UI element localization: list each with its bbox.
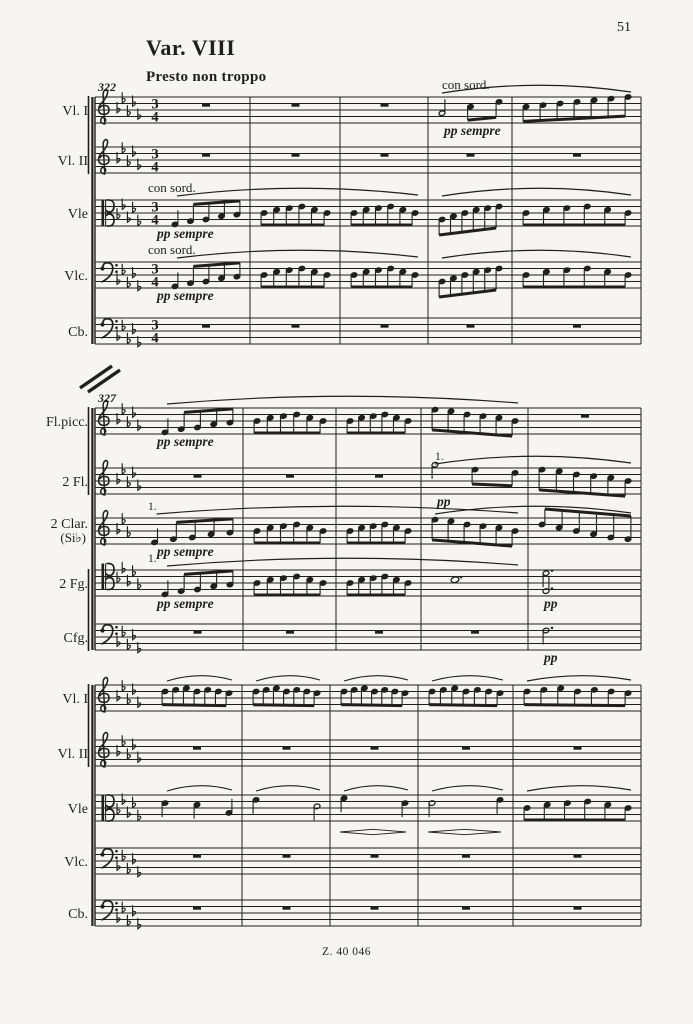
instrument-label: Vle xyxy=(67,802,88,817)
key-signature-flat xyxy=(133,630,136,640)
slur xyxy=(435,456,631,464)
beam xyxy=(162,705,226,706)
key-signature-flat xyxy=(138,281,141,291)
beam xyxy=(184,409,233,413)
dynamic-marking: pp sempre xyxy=(157,288,214,303)
treble-clef xyxy=(99,510,109,545)
treble-clef xyxy=(99,460,109,495)
time-signature: 3 xyxy=(151,199,159,216)
plate-number: Z. 40 046 xyxy=(322,946,371,958)
instrument-label: Cb. xyxy=(68,325,88,340)
key-signature-flat xyxy=(117,860,120,870)
augmentation-dot xyxy=(551,627,554,630)
dynamic-marking: pp sempre xyxy=(157,544,214,559)
key-signature-flat xyxy=(133,407,136,417)
key-signature-flat xyxy=(127,277,130,287)
key-signature-flat xyxy=(127,863,130,873)
slur xyxy=(177,188,418,196)
key-signature-flat xyxy=(138,337,141,347)
technique-marking: con sord. xyxy=(148,242,196,257)
slur xyxy=(256,676,320,681)
bass-clef xyxy=(115,326,118,329)
instrument-label: Vlc. xyxy=(64,855,88,870)
beam xyxy=(176,519,233,523)
key-signature-flat xyxy=(122,563,125,573)
key-signature-flat xyxy=(122,93,125,103)
key-signature-flat xyxy=(138,579,141,589)
whole-measure-rest xyxy=(574,907,582,910)
bass-clef xyxy=(115,270,118,273)
key-signature-flat xyxy=(117,524,120,534)
beam xyxy=(193,263,240,267)
slur xyxy=(167,786,232,791)
variation-title: Var. VIII xyxy=(146,35,236,60)
key-signature-flat xyxy=(138,643,141,653)
key-signature-flat xyxy=(127,417,130,427)
key-signature-flat xyxy=(133,324,136,334)
whole-measure-rest xyxy=(194,475,202,478)
key-signature-flat xyxy=(122,514,125,524)
bass-clef xyxy=(102,263,113,282)
instrument-label: 2 Fg. xyxy=(59,577,88,592)
hairpin xyxy=(428,829,501,834)
whole-measure-rest xyxy=(193,747,201,750)
key-signature-flat xyxy=(117,691,120,701)
whole-measure-rest xyxy=(574,855,582,858)
bass-clef xyxy=(115,632,118,635)
treble-clef xyxy=(99,400,109,435)
whole-measure-rest xyxy=(375,631,383,634)
key-signature-flat xyxy=(138,215,141,225)
bass-clef xyxy=(102,319,113,338)
slur xyxy=(167,558,518,566)
beam xyxy=(524,705,625,706)
augmentation-dot xyxy=(551,569,554,572)
instrument-label: Cb. xyxy=(68,907,88,922)
time-signature: 4 xyxy=(151,212,159,229)
beam xyxy=(439,228,496,235)
whole-measure-rest xyxy=(194,631,202,634)
augmentation-dot xyxy=(460,576,463,579)
time-signature: 4 xyxy=(151,109,159,126)
key-signature-flat xyxy=(133,268,136,278)
key-signature-flat xyxy=(117,912,120,922)
whole-measure-rest xyxy=(462,855,470,858)
measure-number: 322 xyxy=(98,80,116,94)
key-signature-flat xyxy=(122,794,125,804)
bass-clef xyxy=(102,849,113,868)
whole-measure-rest xyxy=(202,154,210,157)
key-signature-flat xyxy=(122,626,125,636)
whole-measure-rest xyxy=(286,631,294,634)
key-signature-flat xyxy=(133,684,136,694)
slur xyxy=(432,786,503,791)
key-signature-flat xyxy=(117,274,120,284)
key-signature-flat xyxy=(133,146,136,156)
key-signature-flat xyxy=(117,153,120,163)
bass-clef xyxy=(102,901,113,920)
key-signature-flat xyxy=(127,749,130,759)
beam xyxy=(432,430,512,436)
bass-clef xyxy=(115,850,118,853)
beam xyxy=(341,705,402,706)
instrument-label: Vle xyxy=(67,207,88,222)
key-signature-flat xyxy=(138,752,141,762)
key-signature-flat xyxy=(127,106,130,116)
slur xyxy=(527,786,631,791)
whole-measure-rest xyxy=(467,325,475,328)
bass-clef xyxy=(115,902,118,905)
key-signature-flat xyxy=(122,320,125,330)
whole-measure-rest xyxy=(574,747,582,750)
key-signature-flat xyxy=(127,915,130,925)
slur xyxy=(432,676,503,681)
whole-measure-rest xyxy=(292,104,300,107)
slur xyxy=(442,188,631,196)
key-signature-flat xyxy=(122,464,125,474)
whole-measure-rest xyxy=(283,855,291,858)
key-signature-flat xyxy=(117,746,120,756)
key-signature-flat xyxy=(122,143,125,153)
treble-clef xyxy=(99,89,109,124)
whole-measure-rest xyxy=(371,855,379,858)
whole-measure-rest xyxy=(573,154,581,157)
whole-measure-rest xyxy=(375,475,383,478)
bass-clef xyxy=(115,908,118,911)
key-signature-flat xyxy=(138,867,141,877)
beam xyxy=(472,484,512,486)
key-signature-flat xyxy=(122,264,125,274)
slur xyxy=(167,396,518,404)
key-signature-flat xyxy=(133,202,136,212)
key-signature-flat xyxy=(127,807,130,817)
instrument-label: Fl.picc. xyxy=(46,415,88,430)
instrument-label: 2 Clar. xyxy=(50,517,88,532)
page-number: 51 xyxy=(617,20,631,35)
whole-measure-rest xyxy=(381,104,389,107)
key-signature-flat xyxy=(133,467,136,477)
whole-measure-rest xyxy=(462,907,470,910)
dynamic-marking: pp sempre xyxy=(157,226,214,241)
dynamic-marking: pp xyxy=(544,650,558,665)
time-signature: 4 xyxy=(151,274,159,291)
slur xyxy=(167,676,232,681)
key-signature-flat xyxy=(133,854,136,864)
augmentation-dot xyxy=(551,587,554,590)
bass-clef xyxy=(115,320,118,323)
key-signature-flat xyxy=(117,330,120,340)
hairpin xyxy=(340,829,406,834)
whole-measure-rest xyxy=(381,154,389,157)
time-signature: 3 xyxy=(151,96,159,113)
whole-measure-rest xyxy=(193,907,201,910)
slur xyxy=(344,786,408,791)
key-signature-flat xyxy=(138,810,141,820)
key-signature-flat xyxy=(127,527,130,537)
slur xyxy=(256,786,320,791)
key-signature-flat xyxy=(117,474,120,484)
key-signature-flat xyxy=(133,566,136,576)
tempo-marking: Presto non troppo xyxy=(146,69,267,85)
instrument-label: Vl. II xyxy=(57,747,88,762)
key-signature-flat xyxy=(138,480,141,490)
instrument-label: 2 Fl. xyxy=(62,475,88,490)
beam xyxy=(439,290,496,297)
key-signature-flat xyxy=(127,639,130,649)
key-signature-flat xyxy=(138,109,141,119)
whole-measure-rest xyxy=(371,907,379,910)
player-number-marking: 1. xyxy=(148,553,157,565)
bass-clef xyxy=(115,856,118,859)
time-signature: 3 xyxy=(151,146,159,163)
whole-measure-rest xyxy=(371,747,379,750)
key-signature-flat xyxy=(133,797,136,807)
key-signature-flat xyxy=(122,736,125,746)
whole-measure-rest xyxy=(283,747,291,750)
whole-measure-rest xyxy=(292,325,300,328)
measure-number: 327 xyxy=(98,391,116,405)
time-signature: 4 xyxy=(151,330,159,347)
whole-measure-rest xyxy=(202,325,210,328)
time-signature: 4 xyxy=(151,159,159,176)
instrument-label: Vl. I xyxy=(62,692,88,707)
whole-measure-rest xyxy=(202,104,210,107)
alto-clef xyxy=(102,200,105,226)
whole-measure-rest xyxy=(471,631,479,634)
whole-measure-rest xyxy=(283,907,291,910)
beam xyxy=(539,490,625,496)
key-signature-flat xyxy=(138,919,141,929)
key-signature-flat xyxy=(117,103,120,113)
beam xyxy=(432,540,512,546)
time-signature: 3 xyxy=(151,317,159,334)
whole-measure-rest xyxy=(573,325,581,328)
treble-clef xyxy=(99,677,109,712)
beam xyxy=(184,571,233,575)
key-signature-flat xyxy=(117,572,120,582)
key-signature-flat xyxy=(127,694,130,704)
instrument-label: Vl. II xyxy=(57,154,88,169)
whole-measure-rest xyxy=(381,325,389,328)
dynamic-marking: pp sempre xyxy=(157,596,214,611)
player-number-marking: 1. xyxy=(148,501,157,513)
key-signature-flat xyxy=(117,804,120,814)
key-signature-flat xyxy=(117,636,120,646)
slur xyxy=(344,676,408,681)
slur xyxy=(527,676,631,681)
player-number-marking: 1. xyxy=(435,451,444,463)
slur xyxy=(177,250,418,258)
key-signature-flat xyxy=(133,739,136,749)
notehead xyxy=(450,576,459,583)
whole-measure-rest xyxy=(292,154,300,157)
beam xyxy=(429,705,497,706)
instrument-label: Vl. I xyxy=(62,104,88,119)
key-signature-flat xyxy=(127,333,130,343)
key-signature-flat xyxy=(133,906,136,916)
dynamic-marking: pp xyxy=(544,596,558,611)
key-signature-flat xyxy=(138,159,141,169)
whole-measure-rest xyxy=(467,154,475,157)
beam xyxy=(468,117,497,120)
bass-clef xyxy=(115,626,118,629)
technique-marking: con sord. xyxy=(442,77,490,92)
key-signature-flat xyxy=(138,420,141,430)
key-signature-flat xyxy=(117,414,120,424)
key-signature-flat xyxy=(127,212,130,222)
slur xyxy=(442,250,631,258)
key-signature-flat xyxy=(122,404,125,414)
instrument-label: Vlc. xyxy=(64,269,88,284)
time-signature: 3 xyxy=(151,261,159,278)
key-signature-flat xyxy=(127,156,130,166)
whole-measure-rest xyxy=(581,415,589,418)
instrument-label: Cfg. xyxy=(63,631,88,646)
key-signature-flat xyxy=(117,209,120,219)
key-signature-flat xyxy=(122,681,125,691)
key-signature-flat xyxy=(127,576,130,586)
dynamic-marking: pp sempre xyxy=(444,123,501,138)
key-signature-flat xyxy=(122,902,125,912)
key-signature-flat xyxy=(127,477,130,487)
instrument-label: (Si♭) xyxy=(60,530,86,545)
technique-marking: con sord. xyxy=(148,180,196,195)
treble-clef xyxy=(99,732,109,767)
treble-clef xyxy=(99,139,109,174)
whole-measure-rest xyxy=(462,747,470,750)
whole-measure-rest xyxy=(286,475,294,478)
key-signature-flat xyxy=(138,697,141,707)
key-signature-flat xyxy=(122,199,125,209)
beam xyxy=(253,705,314,706)
bass-clef xyxy=(115,264,118,267)
bass-clef xyxy=(102,625,113,644)
whole-measure-rest xyxy=(193,855,201,858)
beam xyxy=(193,201,240,205)
alto-clef xyxy=(102,795,105,821)
tenor-clef xyxy=(102,564,105,590)
dynamic-marking: pp sempre xyxy=(157,434,214,449)
key-signature-flat xyxy=(122,850,125,860)
dynamic-marking: pp xyxy=(437,494,451,509)
beam xyxy=(545,509,631,516)
key-signature-flat xyxy=(133,96,136,106)
